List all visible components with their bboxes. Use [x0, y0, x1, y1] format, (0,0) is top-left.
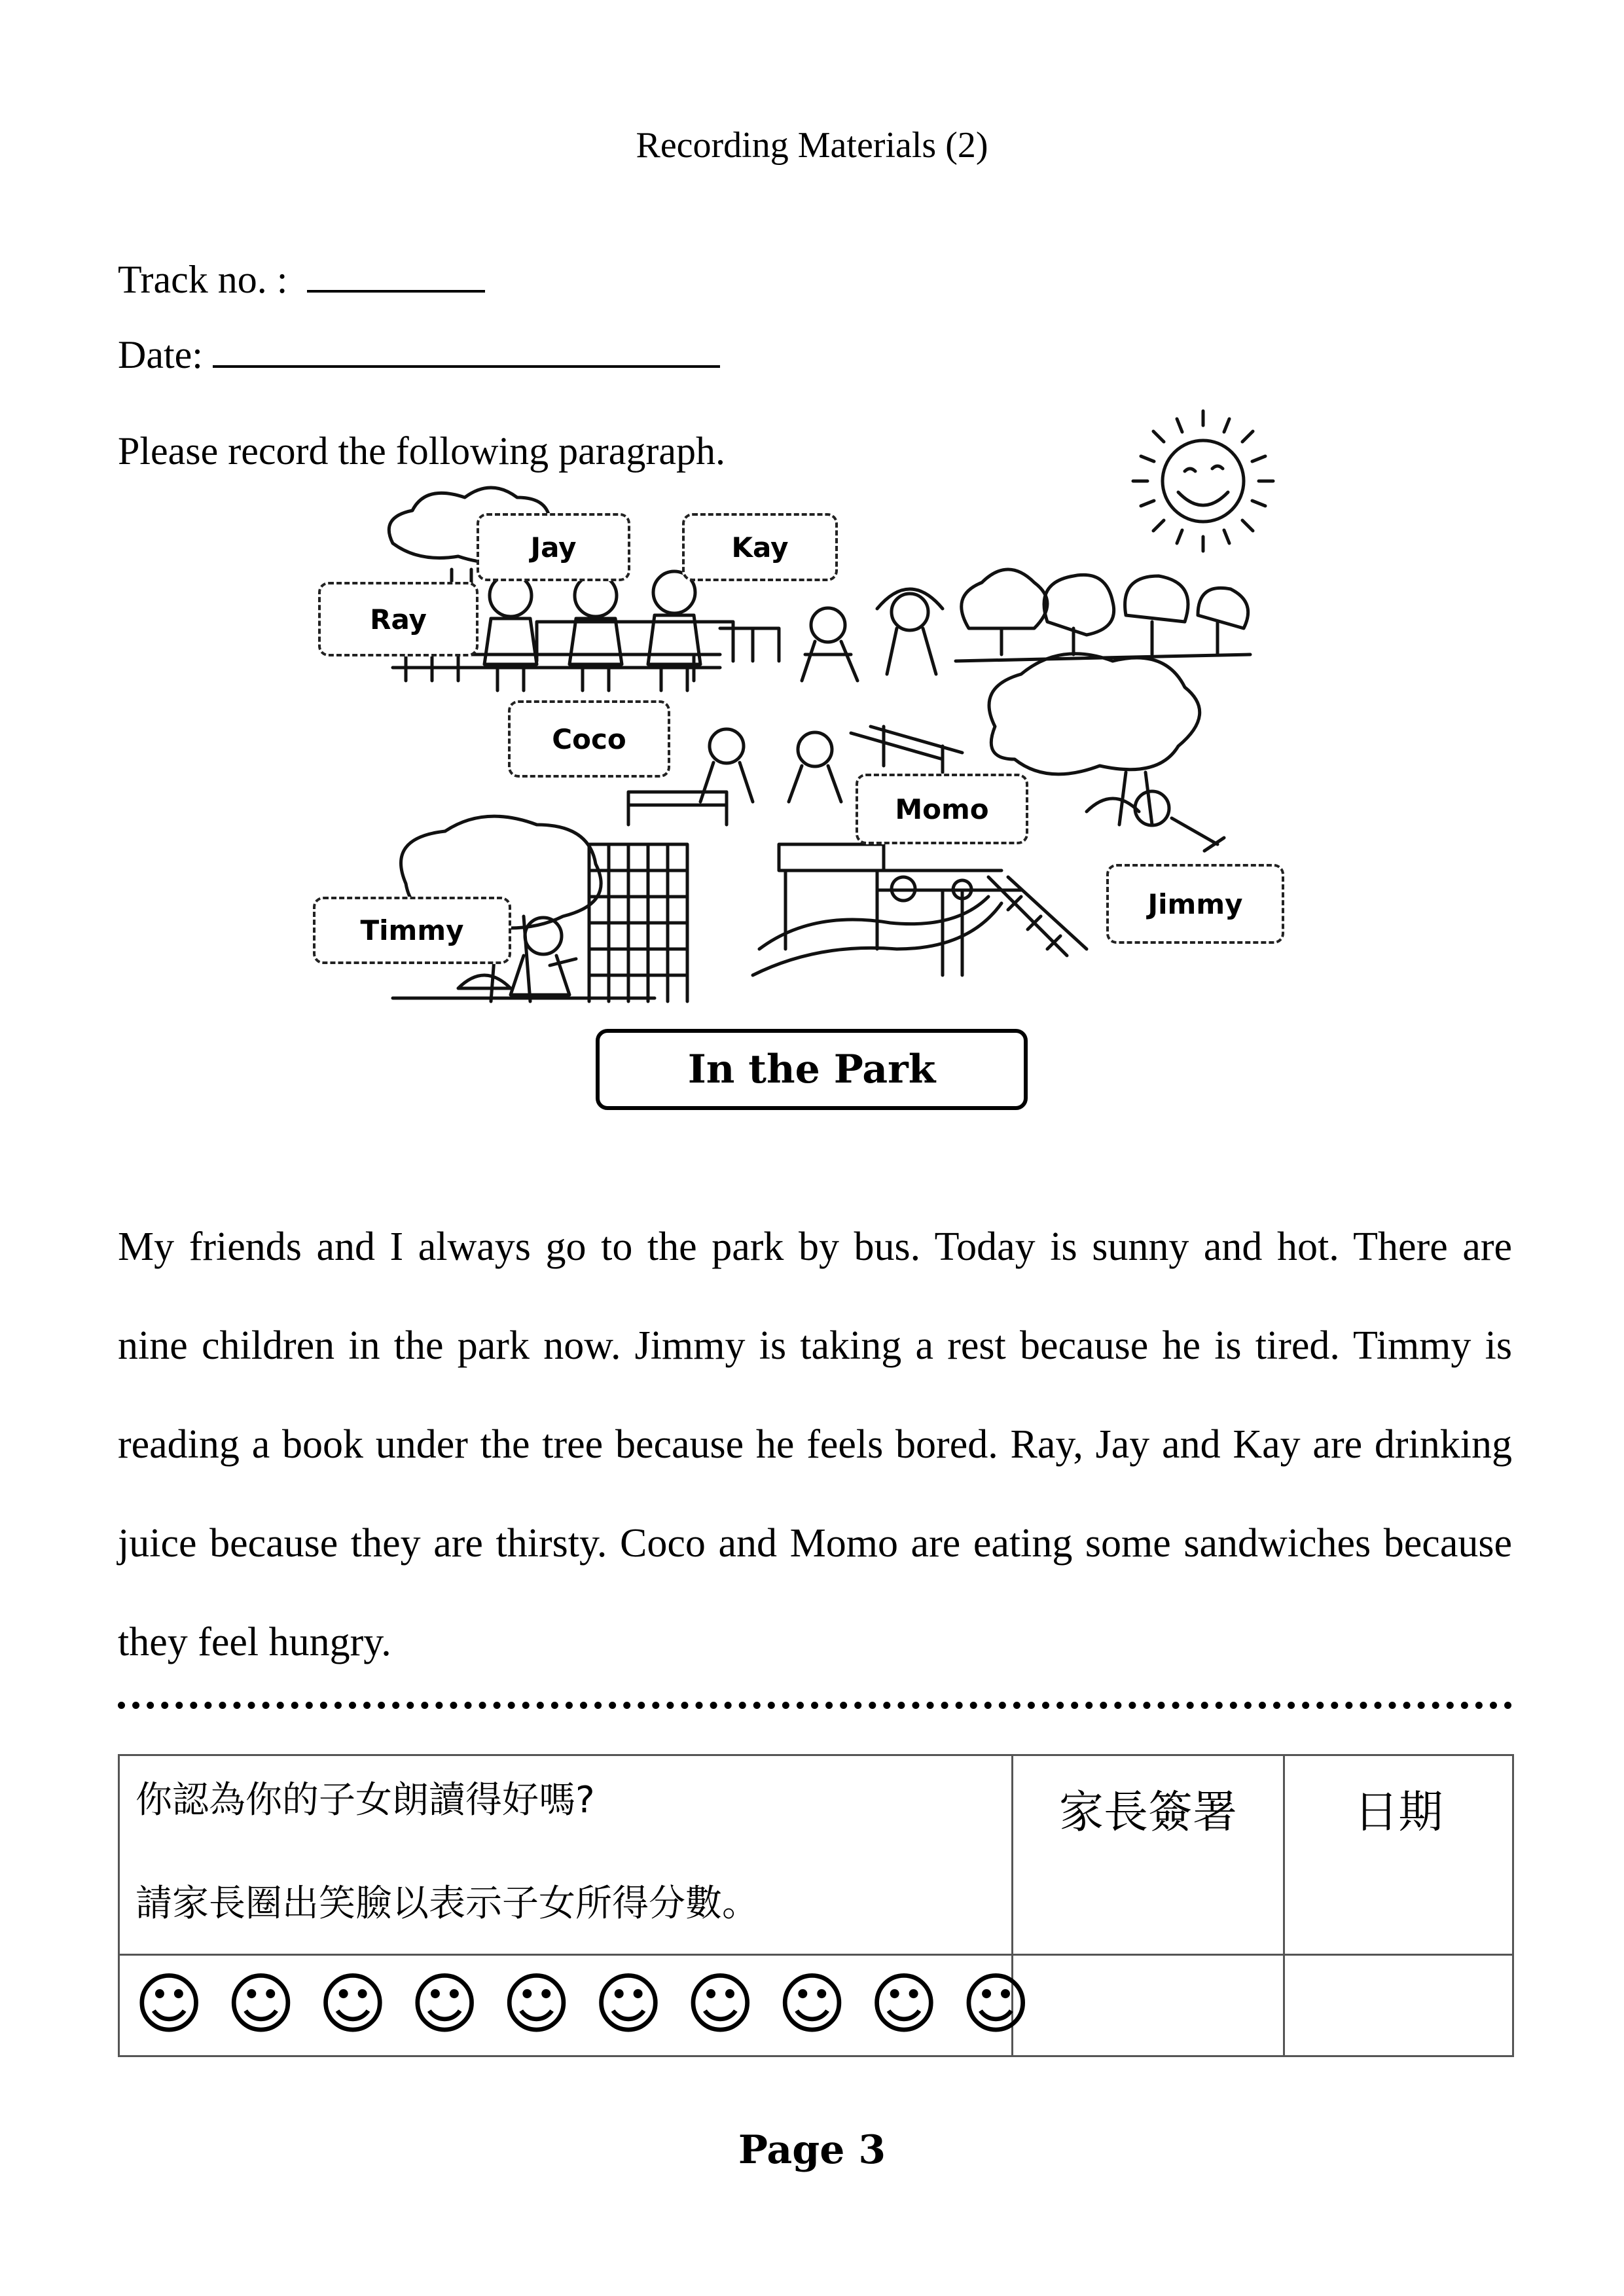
date-label: Date:: [118, 333, 203, 376]
parent-signature-header: 家長簽署: [1013, 1755, 1284, 1955]
smiley-face-icon[interactable]: ☺: [134, 1965, 204, 2043]
name-tag-timmy: Timmy: [313, 897, 511, 964]
date-header: 日期: [1284, 1755, 1513, 1955]
dotted-divider: [118, 1702, 1512, 1709]
smiley-face-icon[interactable]: ☺: [226, 1965, 296, 2043]
page-title: Recording Materials (2): [636, 125, 988, 166]
name-tag-momo: Momo: [856, 774, 1028, 844]
instruction-text: Please record the following paragraph.: [118, 429, 725, 473]
parent-signature-cell[interactable]: [1013, 1955, 1284, 2056]
track-number-label: Track no. :: [118, 258, 288, 301]
name-tag-ray: Ray: [318, 582, 478, 656]
smiley-face-icon[interactable]: ☺: [961, 1965, 1031, 2043]
smiley-face-icon[interactable]: ☺: [501, 1965, 571, 2043]
smiley-face-icon[interactable]: ☺: [685, 1965, 755, 2043]
name-tag-jimmy: Jimmy: [1106, 864, 1284, 944]
name-tag-jay: Jay: [477, 513, 630, 581]
page-number: Page 3: [738, 2127, 886, 2173]
smiley-faces: [120, 1956, 1031, 2043]
name-tag-coco: Coco: [508, 700, 670, 778]
reading-paragraph: My friends and I always go to the park by bus. Today is sunny and hot. There are nine children in the park now. Jimmy is taking a rest because he is tired. Timmy is reading a book under the tree because he feels bored. Ray, Jay and Kay are drinking juice because they are thirsty. Coco and Momo are eating some sandwiches because they feel hungry.: [118, 1225, 1512, 1664]
rating-instruction: 請家長圈出笑臉以表示子女所得分數。: [135, 1882, 759, 1925]
name-tag-kay: Kay: [682, 513, 838, 581]
sun-icon: [1133, 411, 1273, 551]
smiley-face-icon[interactable]: ☺: [410, 1965, 480, 2043]
illustration-title: In the Park: [596, 1029, 1028, 1110]
smiley-face-icon[interactable]: ☺: [869, 1965, 939, 2043]
smiley-face-icon[interactable]: ☺: [777, 1965, 847, 2043]
rating-question: 你認為你的子女朗讀得好嗎?: [135, 1779, 595, 1821]
date-cell[interactable]: [1284, 1955, 1513, 2056]
parent-rating-table: [118, 1754, 1514, 2057]
rating-question-cell: [119, 1755, 1013, 1955]
smiley-face-icon[interactable]: ☺: [593, 1965, 664, 2043]
smiley-face-icon[interactable]: ☺: [317, 1965, 388, 2043]
smiley-faces-cell: [119, 1955, 1031, 2056]
